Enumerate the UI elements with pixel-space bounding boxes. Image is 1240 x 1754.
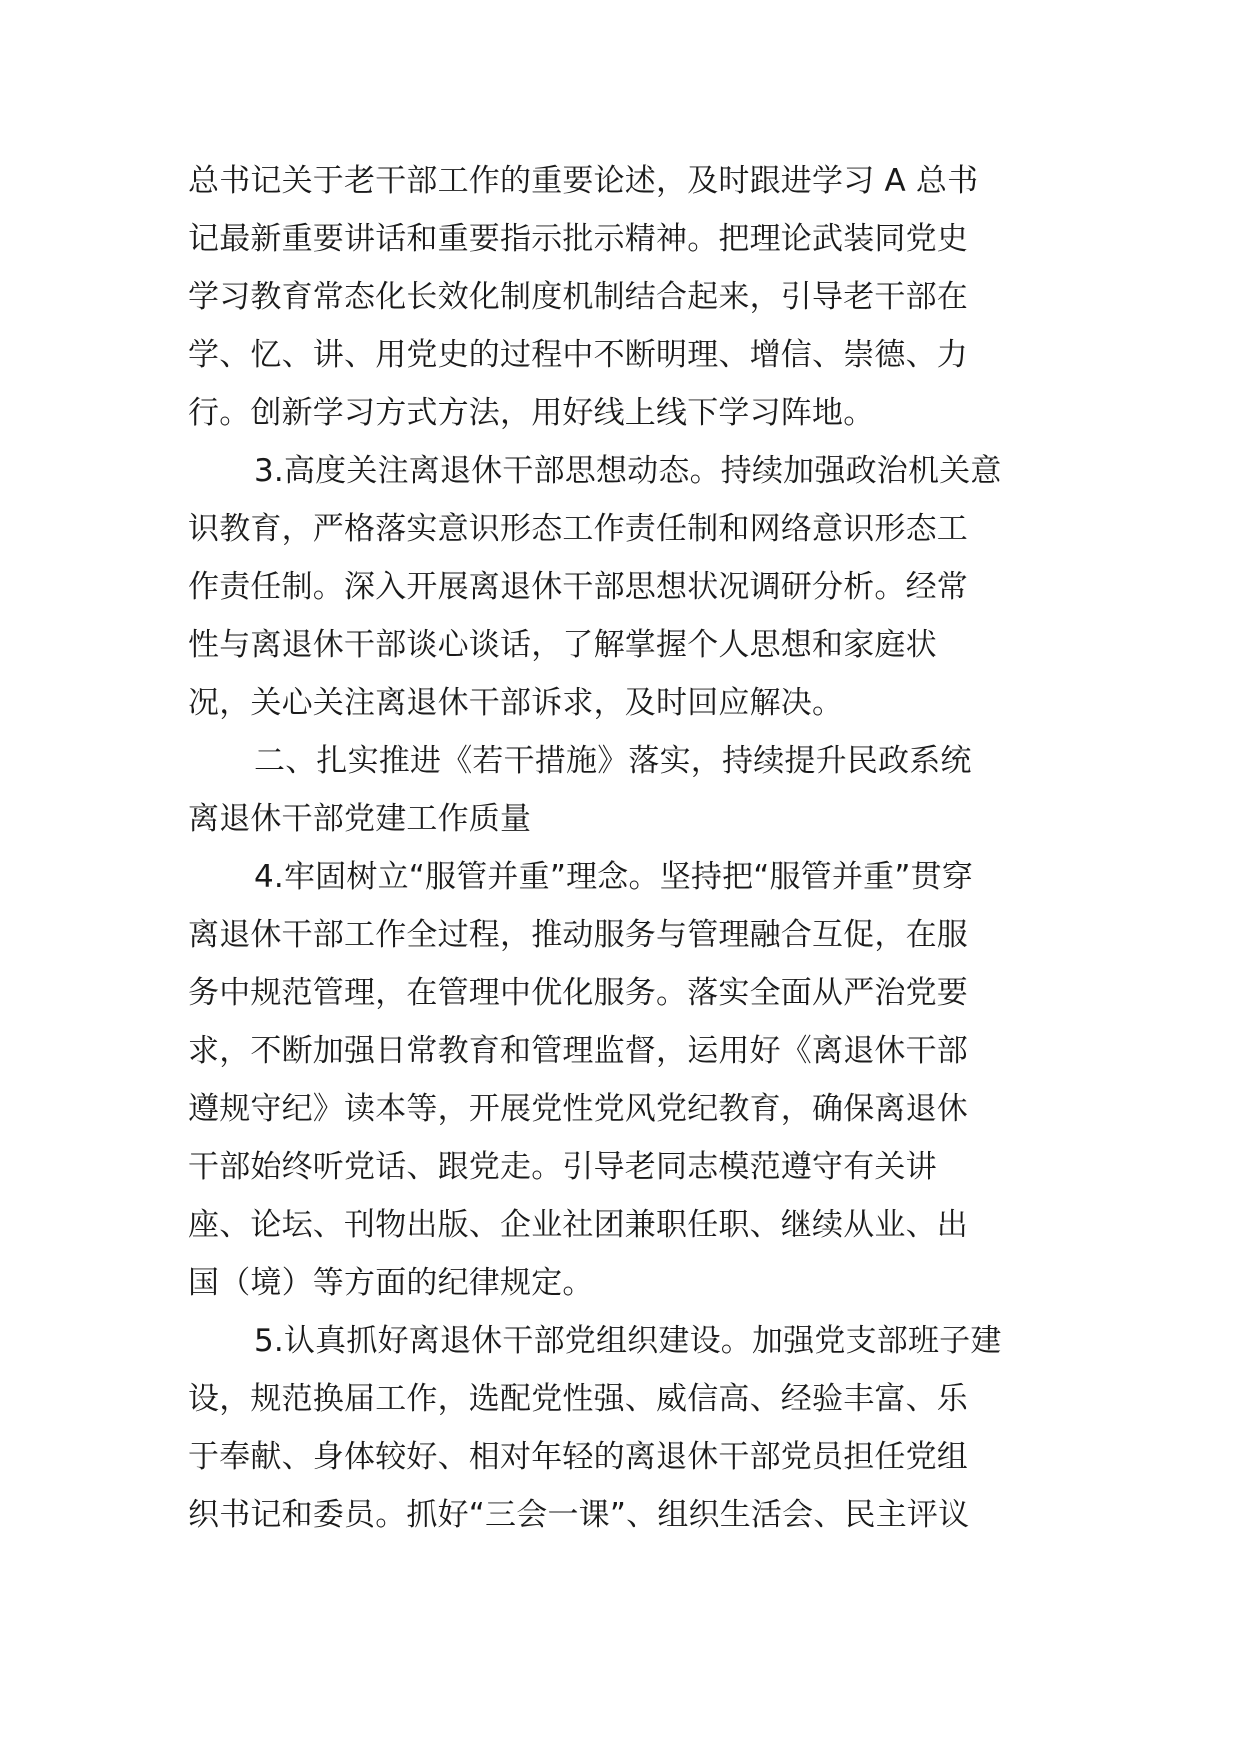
text-line: 况，关心关注离退休干部诉求，及时回应解决。 bbox=[188, 685, 844, 721]
text-line: 识教育，严格落实意识形态工作责任制和网络意识形态工 bbox=[188, 511, 968, 547]
text-line: 求，不断加强日常教育和管理监督，运用好《离退休干部 bbox=[188, 1033, 968, 1069]
paragraph-5-start: 5.认真抓好离退休干部党组织建设。加强党支部班子建 bbox=[254, 1323, 1002, 1359]
text-line: 座、论坛、刊物出版、企业社团兼职任职、继续从业、出 bbox=[188, 1207, 968, 1243]
paragraph-4-start: 4.牢固树立“服管并重”理念。坚持把“服管并重”贯穿 bbox=[254, 859, 974, 895]
text-line: 学、忆、讲、用党史的过程中不断明理、增信、崇德、力 bbox=[188, 337, 968, 373]
text-line: 学习教育常态化长效化制度机制结合起来，引导老干部在 bbox=[188, 279, 968, 315]
paragraph-3-start: 3.高度关注离退休干部思想动态。持续加强政治机关意 bbox=[254, 453, 1002, 489]
section-heading-2-cont: 离退休干部党建工作质量 bbox=[188, 801, 532, 837]
text-line: 作责任制。深入开展离退休干部思想状况调研分析。经常 bbox=[188, 569, 968, 605]
text-line: 性与离退休干部谈心谈话，了解掌握个人思想和家庭状 bbox=[188, 627, 937, 663]
text-line: 务中规范管理，在管理中优化服务。落实全面从严治党要 bbox=[188, 975, 968, 1011]
text-line: 总书记关于老干部工作的重要论述，及时跟进学习 A 总书 bbox=[188, 163, 979, 199]
text-line: 行。创新学习方式方法，用好线上线下学习阵地。 bbox=[188, 395, 875, 431]
text-line: 于奉献、身体较好、相对年轻的离退休干部党员担任党组 bbox=[188, 1439, 968, 1475]
section-heading-2: 二、扎实推进《若干措施》落实，持续提升民政系统 bbox=[254, 743, 972, 779]
text-line: 织书记和委员。抓好“三会一课”、组织生活会、民主评议 bbox=[188, 1497, 970, 1533]
body-text bbox=[188, 152, 1068, 1544]
text-line: 国（境）等方面的纪律规定。 bbox=[188, 1265, 594, 1301]
text-line: 记最新重要讲话和重要指示批示精神。把理论武装同党史 bbox=[188, 221, 968, 257]
text-line: 设，规范换届工作，选配党性强、威信高、经验丰富、乐 bbox=[188, 1381, 968, 1417]
text-line: 遵规守纪》读本等，开展党性党风党纪教育，确保离退休 bbox=[188, 1091, 968, 1127]
text-line: 干部始终听党话、跟党走。引导老同志模范遵守有关讲 bbox=[188, 1149, 937, 1185]
text-line: 离退休干部工作全过程，推动服务与管理融合互促，在服 bbox=[188, 917, 968, 953]
